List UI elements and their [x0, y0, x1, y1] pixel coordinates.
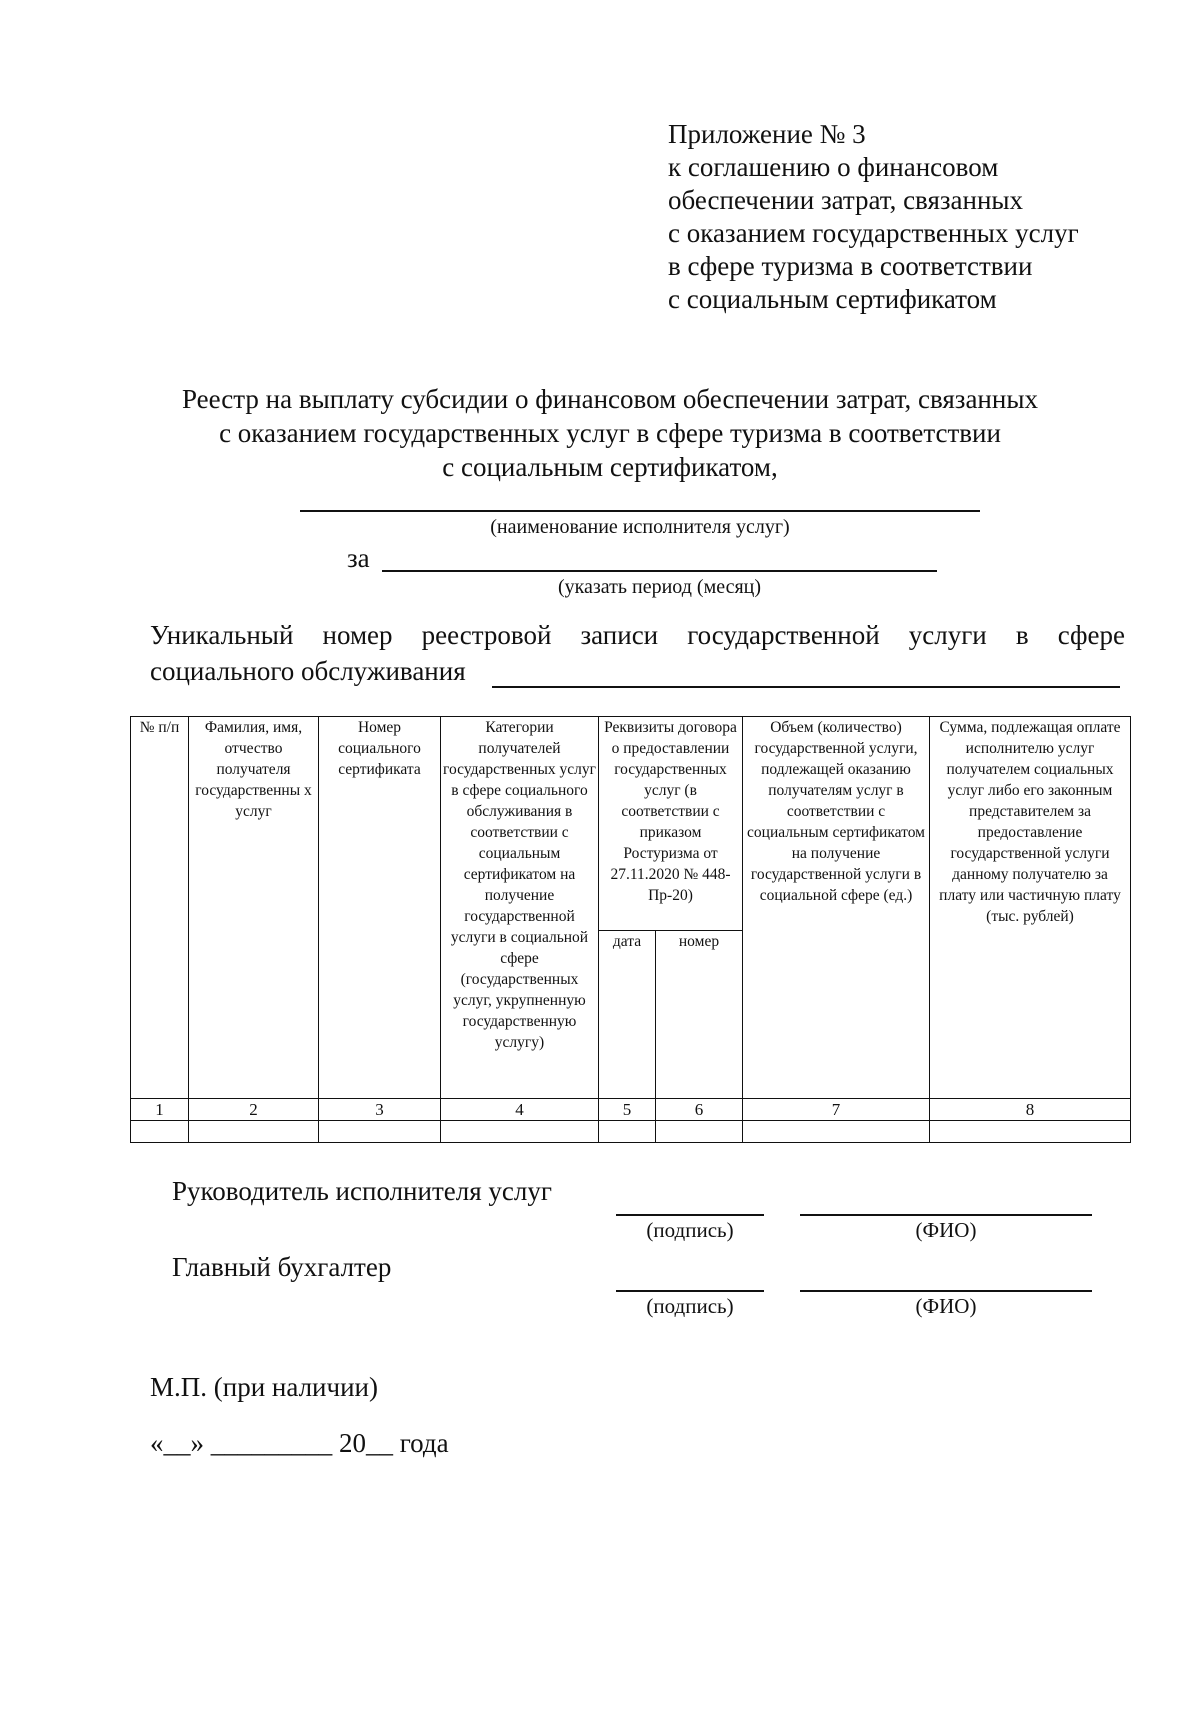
column-number: 2	[189, 1099, 319, 1121]
header-contract-details: Реквизиты договора о предоставлении государственных услуг (в соответствии с приказом Ростуризма от 27.11.2020 № 448-Пр-20)	[599, 717, 743, 931]
registry-table	[130, 716, 1131, 1143]
column-number: 5	[599, 1099, 656, 1121]
unique-number-label-cont: социального обслуживания	[150, 656, 466, 686]
table-cell[interactable]	[131, 1121, 189, 1143]
appendix-line: обеспечении затрат, связанных	[668, 185, 1024, 215]
appendix-line: к соглашению о финансовом	[668, 152, 999, 182]
header-index: № п/п	[131, 717, 189, 1099]
appendix-line: Приложение № 3	[668, 119, 866, 149]
table-cell[interactable]	[441, 1121, 599, 1143]
head-signature-caption: (подпись)	[646, 1218, 734, 1242]
accountant-fio-caption: (ФИО)	[915, 1294, 977, 1318]
date-line[interactable]: «__» _________ 20__ года	[150, 1428, 449, 1458]
document-title	[140, 382, 1080, 484]
appendix-line: в сфере туризма в соответствии	[668, 251, 1033, 281]
header-recipient-name: Фамилия, имя, отчество получателя государственны х услуг	[189, 717, 319, 1099]
header-payment-amount: Сумма, подлежащая оплате исполнителю услуг получателем социальных услуг либо его законным представителем за предоставление государственной услуги данному получателю за плату или частичную плату (тыс. рублей)	[930, 717, 1131, 1099]
header-recipient-category: Категории получателей государственных услуг в сфере социального обслуживания в соответствии с социальным сертификатом на получение государственной услуги в социальной сфере (государственных услуг, укрупненную государственную услугу)	[441, 717, 599, 1099]
column-number: 3	[319, 1099, 441, 1121]
title-line: с социальным сертификатом,	[442, 452, 778, 482]
accountant-signature-label: Главный бухгалтер	[172, 1252, 392, 1282]
appendix-block	[668, 118, 1079, 316]
period-field[interactable]	[382, 568, 937, 572]
table-cell[interactable]	[930, 1121, 1131, 1143]
accountant-signature-field[interactable]	[616, 1288, 764, 1292]
column-number: 6	[656, 1099, 743, 1121]
header-certificate-number: Номер социального сертификата	[319, 717, 441, 1099]
period-prefix: за	[347, 543, 370, 573]
table-cell[interactable]	[599, 1121, 656, 1143]
table-cell[interactable]	[656, 1121, 743, 1143]
table-cell[interactable]	[189, 1121, 319, 1143]
title-line: с оказанием государственных услуг в сфере туризма в соответствии	[219, 418, 1001, 448]
head-signature-label: Руководитель исполнителя услуг	[172, 1176, 552, 1206]
accountant-fio-field[interactable]	[800, 1288, 1092, 1292]
unique-number-label: Уникальный номер реестровой записи государственной услуги в сфере	[150, 620, 1125, 650]
column-number: 7	[743, 1099, 930, 1121]
header-contract-number: номер	[656, 931, 743, 1099]
column-number-row	[131, 1099, 1131, 1121]
head-signature-field[interactable]	[616, 1212, 764, 1216]
column-number: 4	[441, 1099, 599, 1121]
head-fio-caption: (ФИО)	[915, 1218, 977, 1242]
table-row	[131, 1121, 1131, 1143]
table-cell[interactable]	[319, 1121, 441, 1143]
period-caption: (указать период (месяц)	[557, 576, 762, 598]
unique-number-field[interactable]	[492, 684, 1120, 688]
head-fio-field[interactable]	[800, 1212, 1092, 1216]
accountant-signature-caption: (подпись)	[646, 1294, 734, 1318]
header-contract-date: дата	[599, 931, 656, 1099]
appendix-line: с социальным сертификатом	[668, 284, 997, 314]
title-line: Реестр на выплату субсидии о финансовом обеспечении затрат, связанных	[182, 384, 1038, 414]
column-number: 1	[131, 1099, 189, 1121]
seal-label: М.П. (при наличии)	[150, 1372, 378, 1402]
appendix-line: с оказанием государственных услуг	[668, 218, 1079, 248]
table-cell[interactable]	[743, 1121, 930, 1143]
header-service-volume: Объем (количество) государственной услуги, подлежащей оказанию получателям услуг в соответствии с социальным сертификатом на получение государственной услуги в социальной сфере (ед.)	[743, 717, 930, 1099]
executor-name-field[interactable]	[300, 508, 980, 512]
column-number: 8	[930, 1099, 1131, 1121]
executor-caption: (наименование исполнителя услуг)	[490, 516, 790, 538]
